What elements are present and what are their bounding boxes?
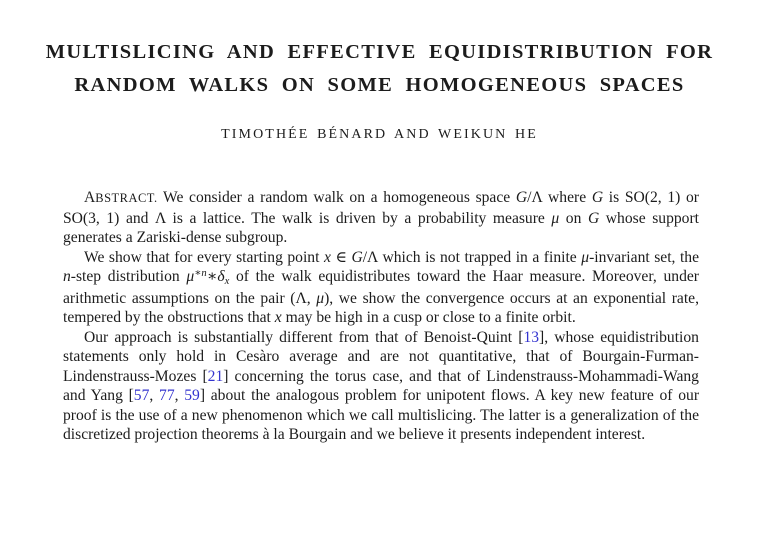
citation-link[interactable]: 77 [159, 387, 175, 404]
text-run: may be high in a cusp or close to a finite orbit. [281, 309, 576, 326]
text-run: ] about the analogous problem for unipotent flows. A key new feature of our proof is the use of a new phenomenon which we call multislicing. The latter is a generalization of the discretized projection theorems à la Bourgain and we believe it presents independent interest. [63, 387, 700, 443]
citation-link[interactable]: 21 [207, 367, 224, 385]
paper-title-line-1: MULTISLICING AND EFFECTIVE EQUIDISTRIBUTION FOR [45, 41, 714, 63]
abstract-paragraph-3 [63, 328, 699, 445]
citation-link[interactable]: 13 [523, 328, 540, 346]
text-run: on [559, 209, 588, 227]
superscript-run: ∗ [194, 268, 202, 280]
text-run: is SO(2, 1) or SO(3, 1) and Λ is a lattice. The walk is driven by a probability measure [63, 189, 699, 227]
math-variable: G [515, 189, 528, 206]
math-variable: x [323, 248, 331, 266]
text-run: -invariant set, the [589, 248, 699, 266]
superscript-math: n [201, 268, 207, 280]
paper-authors: TIMOTHÉE BÉNARD AND WEIKUN HE [221, 127, 538, 142]
text-run: ], whose equidistribution statements only hold in Cesàro average and are not quantitative, that of Bourgain-Furman-Lindenstrauss-Mozes [ [63, 328, 699, 385]
math-variable: μ [581, 248, 590, 266]
text-run: whose support generates a Zariski-dense subgroup. [63, 209, 699, 246]
text-run: , [149, 387, 160, 404]
text-run: We consider a random walk on a homogeneous space [157, 189, 516, 206]
math-variable: δ [217, 268, 225, 285]
math-variable: x [274, 309, 282, 326]
citation-link[interactable]: 59 [184, 387, 200, 404]
text-run: A [84, 189, 96, 206]
text-run: , [174, 387, 185, 404]
text-run: -step distribution [70, 268, 187, 285]
text-run: ] concerning the torus case, and that of Lindenstrauss-Mohammadi-Wang and Yang [ [63, 367, 699, 404]
text-run: ∗ [206, 268, 218, 285]
abstract-paragraph-1 [63, 188, 699, 248]
text-run: We show that for every starting point [84, 248, 324, 266]
math-variable: G [591, 189, 604, 206]
text-run: /Λ which is not trapped in a finite [362, 248, 582, 266]
math-variable: n [63, 268, 71, 285]
paper-title [18, 36, 741, 102]
math-variable: G [351, 248, 363, 266]
math-variable: μ [316, 289, 325, 307]
abstract-section [63, 188, 699, 445]
subscript-math: x [224, 275, 230, 287]
paper-title-line-2: RANDOM WALKS ON SOME HOMOGENEOUS SPACES [74, 74, 685, 96]
math-variable: G [587, 209, 600, 227]
text-run: ), we show the convergence occurs at an exponential rate, tempered by the obstructions that [63, 289, 699, 326]
text-run: of the walk equidistributes toward the Haar measure. Moreover, under arithmetic assumptions on the pair (Λ, [63, 268, 699, 307]
text-run: ∈ [330, 248, 352, 266]
math-variable: μ [551, 209, 560, 227]
small-caps-run: BSTRACT. [95, 191, 158, 205]
text-run: /Λ where [527, 189, 592, 206]
text-run: Our approach is substantially different from that of Benoist-Quint [ [84, 328, 524, 346]
citation-link[interactable]: 57 [133, 387, 150, 404]
math-variable: μ [186, 268, 195, 285]
abstract-paragraph-2 [63, 248, 699, 328]
